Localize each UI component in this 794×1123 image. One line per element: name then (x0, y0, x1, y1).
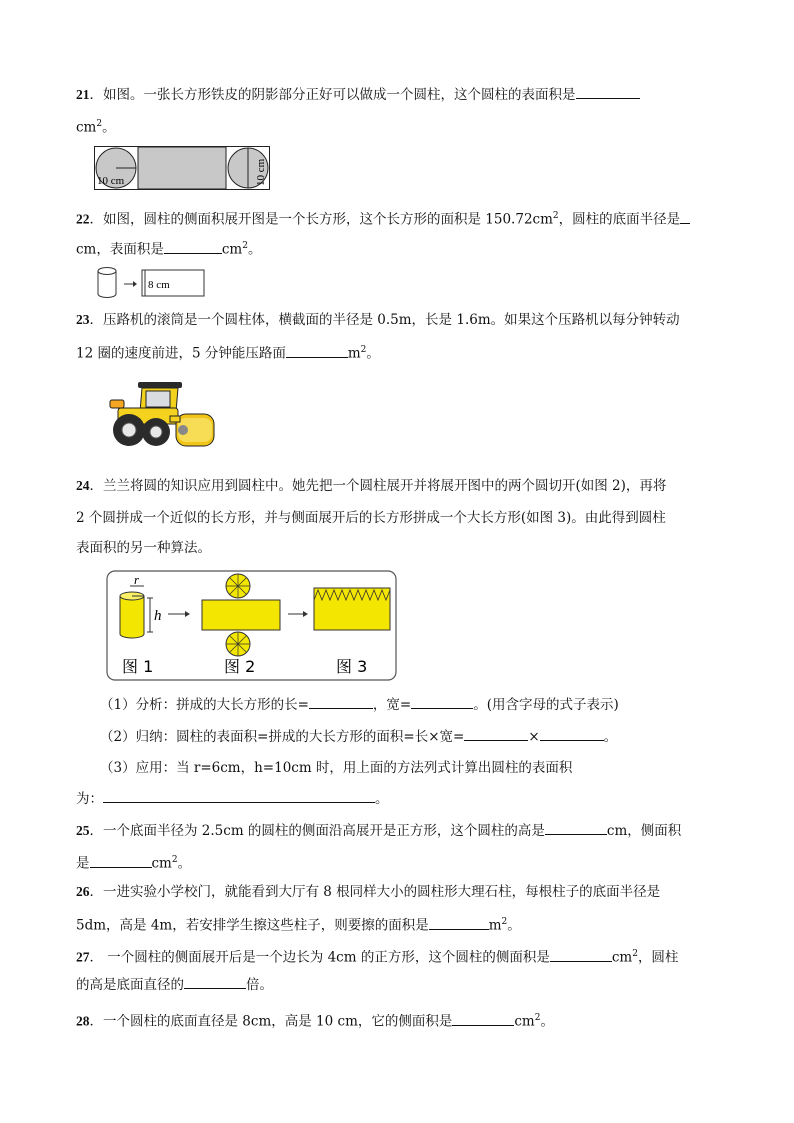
question-number: 23 (76, 312, 90, 327)
label-10cm-left: 10 cm (97, 175, 125, 187)
question-text: cm，侧面积 (606, 823, 682, 839)
answer-blank[interactable] (452, 1011, 514, 1026)
q24-sub2 (100, 726, 617, 747)
period: 。 (540, 1013, 554, 1030)
question-number: 26 (76, 884, 90, 899)
q27-line2 (76, 974, 273, 995)
question-text: 倍。 (246, 977, 273, 993)
q22-line1 (76, 206, 690, 230)
question-text: ． 一个圆柱的侧面展开后是一个边长为 4cm 的正方形，这个圆柱的侧面积是 (89, 949, 550, 966)
answer-blank[interactable] (464, 726, 528, 741)
superscript: 2 (552, 211, 559, 221)
sub-question-text: 为： (76, 791, 103, 807)
question-text: ．兰兰将圆的知识应用到圆柱中。她先把一个圆柱展开并将展开图中的两个圆切开(如图 2)，再将 (89, 478, 667, 494)
sub-question-text: × (528, 729, 540, 745)
answer-blank[interactable] (545, 820, 607, 835)
q21-line2 (76, 114, 116, 138)
unit: cm (76, 119, 97, 136)
sub-question-text: 。 (375, 791, 389, 807)
answer-blank[interactable] (576, 84, 640, 99)
superscript: 2 (534, 1013, 541, 1023)
r-label: r (134, 572, 140, 587)
fig1-caption: 图 1 (122, 657, 154, 676)
period: 。 (177, 855, 192, 872)
period: 。 (507, 917, 521, 934)
q22-line2 (76, 236, 261, 260)
sub-question-text: （1）分析：拼成的大长方形的长= (100, 697, 309, 713)
answer-blank[interactable] (164, 239, 222, 254)
question-text: ．一个底面半径为 2.5cm 的圆柱的侧面沿高展开是正方形，这个圆柱的高是 (89, 823, 545, 839)
question-text: ．一个圆柱的底面直径是 8cm，高是 10 cm，它的侧面积是 (89, 1013, 453, 1030)
question-text: ．如图，圆柱的侧面积展开图是一个长方形，这个长方形的面积是 150.72cm (89, 211, 553, 228)
period: 。 (366, 345, 380, 362)
superscript: 2 (242, 241, 248, 251)
answer-blank[interactable] (309, 694, 373, 709)
q24-line1 (76, 476, 666, 496)
q27-line1 (76, 944, 678, 968)
period: 。 (247, 241, 262, 258)
q22-figure (96, 266, 208, 300)
superscript: 2 (96, 119, 103, 129)
superscript: 2 (501, 917, 508, 927)
q21-line1 (76, 84, 640, 105)
sub-question-text: 。(用含字母的式子表示) (473, 697, 619, 713)
q24-figure (106, 570, 398, 682)
q25-line2 (76, 850, 191, 874)
answer-blank[interactable] (103, 788, 375, 803)
unit: cm (221, 241, 243, 258)
road-roller-image (104, 378, 216, 450)
answer-blank[interactable] (680, 209, 690, 224)
unit: cm (151, 855, 172, 872)
superscript: 2 (171, 855, 178, 865)
question-text: 表面积的另一种算法。 (76, 540, 211, 556)
q24-sub1 (100, 694, 619, 715)
question-text: 的高是底面直径的 (76, 977, 184, 993)
answer-blank[interactable] (411, 694, 473, 709)
period: 。 (102, 119, 116, 136)
q25-line1 (76, 820, 681, 841)
unit: m (488, 917, 502, 934)
question-text: ，圆柱 (637, 949, 679, 966)
question-text: 是 (76, 855, 90, 872)
q23-line2 (76, 340, 380, 364)
question-text: ，圆柱的底面半径是 (558, 211, 681, 228)
q24-sub3-answer (76, 788, 389, 809)
unit: m (347, 345, 361, 362)
q23-line1 (76, 310, 680, 330)
question-number: 28 (76, 1013, 90, 1029)
q24-line3 (76, 538, 211, 558)
h-label: h (154, 608, 162, 624)
label-10cm-right: 10 cm (255, 158, 267, 186)
superscript: 2 (632, 949, 638, 959)
answer-blank[interactable] (286, 343, 348, 358)
answer-blank[interactable] (550, 947, 612, 962)
question-text: 2 个圆拼成一个近似的长方形，并与侧面展开后的长方形拼成一个大长方形(如图 3)。由此得到圆柱 (76, 510, 666, 526)
question-number: 27 (76, 949, 90, 965)
question-number: 21 (76, 87, 90, 102)
q26-line1 (76, 882, 660, 902)
fig3-caption: 图 3 (336, 657, 368, 676)
sub-question-text: 。 (603, 729, 618, 745)
fig3-rectangle (314, 588, 390, 630)
q28-line1 (76, 1008, 554, 1032)
question-text: cm，表面积是 (76, 241, 164, 258)
q24-line2 (76, 508, 666, 528)
unit: cm (514, 1013, 535, 1030)
question-number: 24 (76, 478, 90, 493)
question-text: 5dm，高是 4m，若安排学生擦这些柱子，则要擦的面积是 (76, 917, 429, 934)
fig2-caption: 图 2 (224, 657, 256, 676)
answer-blank[interactable] (540, 726, 604, 741)
question-text: ．如图。一张长方形铁皮的阴影部分正好可以做成一个圆柱，这个圆柱的表面积是 (89, 87, 576, 103)
superscript: 2 (360, 345, 367, 355)
q21-figure (94, 146, 270, 190)
q26-line2 (76, 912, 521, 936)
question-text: ．一进实验小学校门，就能看到大厅有 8 根同样大小的圆柱形大理石柱，每根柱子的底面半径是 (89, 884, 661, 900)
label-8cm: 8 cm (148, 279, 170, 291)
sub-question-text: ，宽= (372, 697, 412, 713)
unit: cm (611, 949, 633, 966)
answer-blank[interactable] (184, 974, 246, 989)
question-number: 25 (76, 823, 90, 838)
answer-blank[interactable] (429, 915, 489, 930)
q24-sub3 (100, 758, 572, 778)
question-text: ．压路机的滚筒是一个圆柱体，横截面的半径是 0.5m，长是 1.6m。如果这个压路机以每分钟转动 (89, 312, 680, 328)
answer-blank[interactable] (90, 853, 152, 868)
sub-question-text: （2）归纳：圆柱的表面积=拼成的大长方形的面积=长×宽= (100, 729, 465, 745)
sub-question-text: （3）应用：当 r=6cm，h=10cm 时，用上面的方法列式计算出圆柱的表面积 (100, 760, 573, 776)
question-number: 22 (76, 211, 90, 227)
question-text: 12 圈的速度前进，5 分钟能压路面 (76, 345, 286, 362)
